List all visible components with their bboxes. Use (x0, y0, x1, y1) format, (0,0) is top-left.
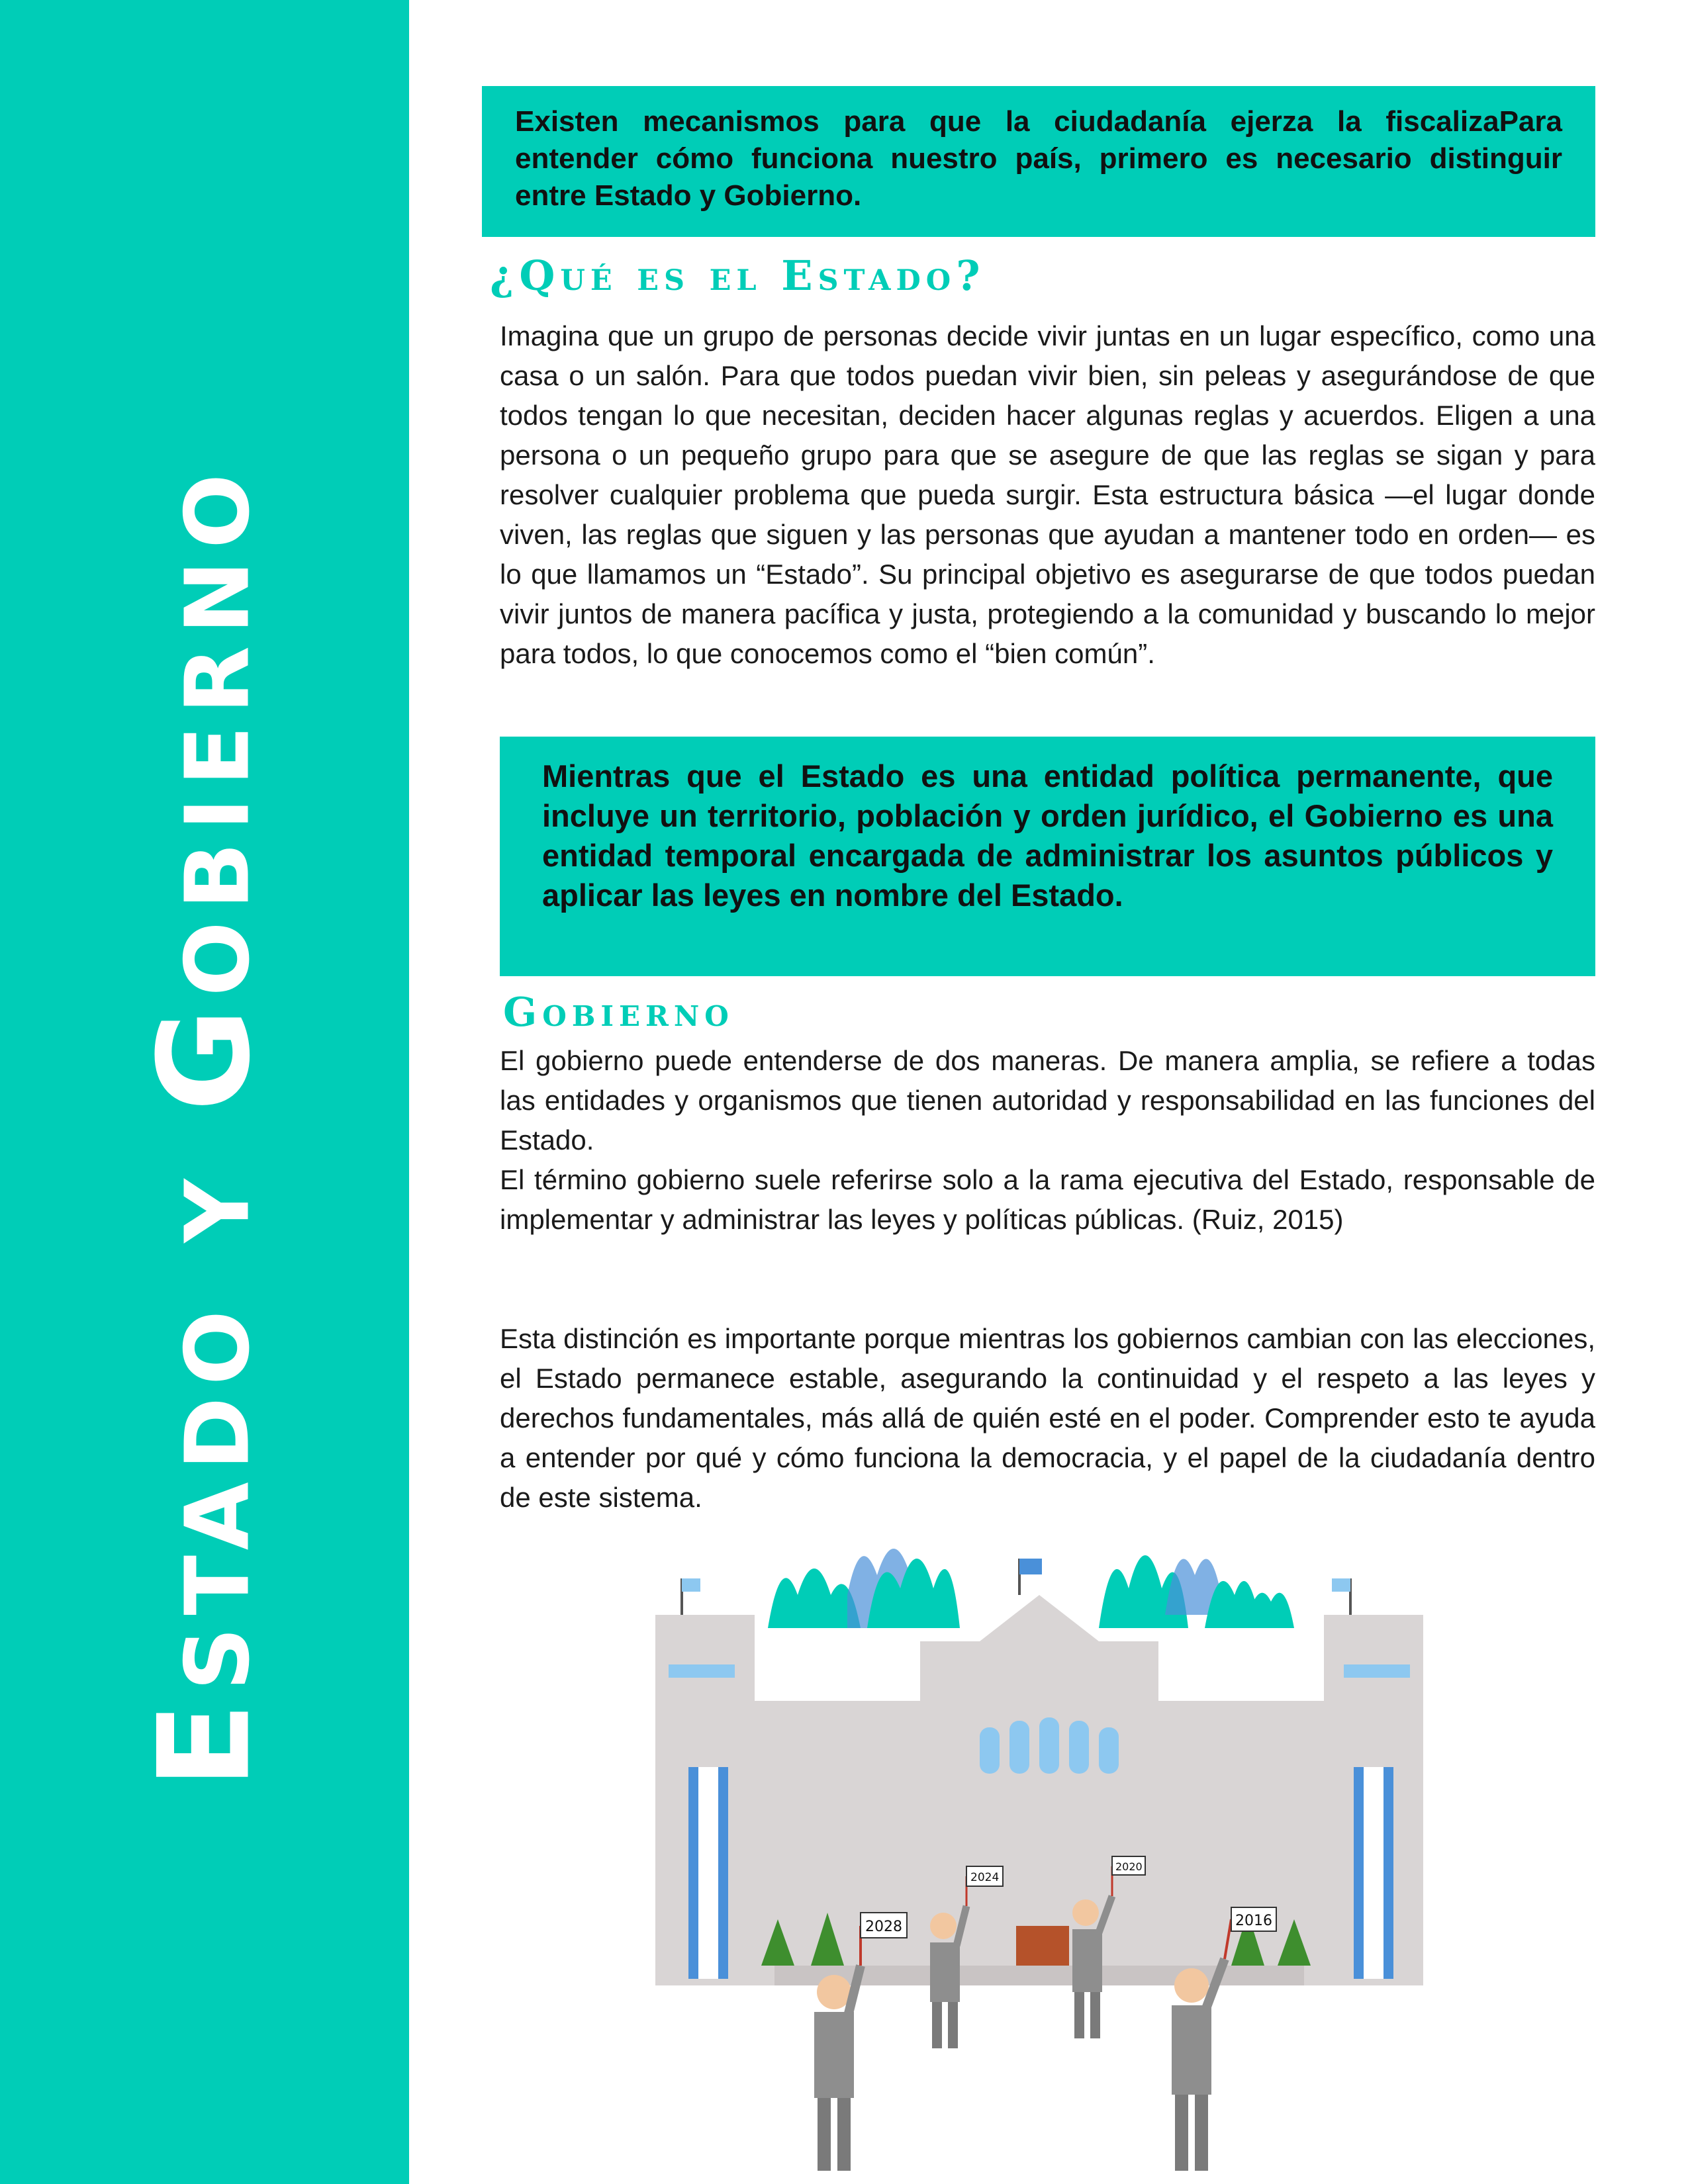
sidebar-title: Estado y Gobierno (131, 461, 278, 1789)
highlight-text: Mientras que el Estado es una entidad política permanente, que incluye un territorio, población y orden jurídico, el Gobierno es una entidad temporal encargada de administrar los asuntos públicos y aplicar las leyes en nombre del Estado. (542, 758, 1553, 913)
paragraph-gobierno-ejecutivo: El término gobierno suele referirse solo a la rama ejecutiva del Estado, responsable de implementar y administrar las leyes y políticas públicas. (Ruiz, 2015) (500, 1164, 1595, 1235)
highlight-box (500, 737, 1595, 976)
heading-gobierno: Gobierno (503, 989, 734, 1036)
intro-box (482, 86, 1595, 237)
paragraph-gobierno-1 (500, 1041, 1595, 1240)
sign-2016-text: 2016 (1235, 1913, 1272, 1929)
sign-2028-text: 2028 (865, 1919, 902, 1935)
sign-2020-text: 2020 (1115, 1860, 1143, 1873)
palace-building (655, 1595, 1423, 1985)
paragraph-distincion: Esta distinción es importante porque mientras los gobiernos cambian con las elecciones, el Estado permanece estable, asegurando la continuidad y el respeto a las leyes y derechos fundamentales, más allá de quién esté en el poder. Comprender esto te ayuda a entender por qué y cómo funciona la democracia, y el papel de la ciudadanía dentro de este sistema. (500, 1323, 1595, 1513)
sidebar-band (0, 0, 409, 2184)
paragraph-estado: Imagina que un grupo de personas decide vivir juntas en un lugar específico, como una casa o un salón. Para que todos puedan vivir bien, sin peleas y asegurándose de que todos tengan lo que necesitan, deciden hacer algunas reglas y acuerdos. Eligen a una persona o un pequeño grupo para que se asegure de que las reglas se sigan y para resolver cualquier problema que pueda surgir. Esta estructura básica —el lugar donde viven, las reglas que siguen y las personas que ayudan a mantener todo en orden— es lo que llamamos un “Estado”. Su principal objetivo es asegurarse de que todos puedan vivir juntos de manera pacífica y justa, protegiendo a la comunidad y buscando lo mejor para todos, lo que conocemos como el “bien común”. (500, 320, 1595, 669)
paragraph-gobierno-definicion: El gobierno puede entenderse de dos maneras. De manera amplia, se refiere a todas las entidades y organismos que tienen autoridad y responsabilidad en las funciones del Estado. (500, 1045, 1595, 1156)
intro-text: Existen mecanismos para que la ciudadanía ejerza la fiscalizaPara entender cómo funciona nuestro país, primero es necesario distinguir entre Estado y Gobierno. (515, 105, 1562, 212)
sign-2024-text: 2024 (970, 1871, 1000, 1884)
palace-illustration (649, 1516, 1430, 2177)
heading-que-es-el-estado: ¿Qué es el Estado? (490, 251, 986, 300)
